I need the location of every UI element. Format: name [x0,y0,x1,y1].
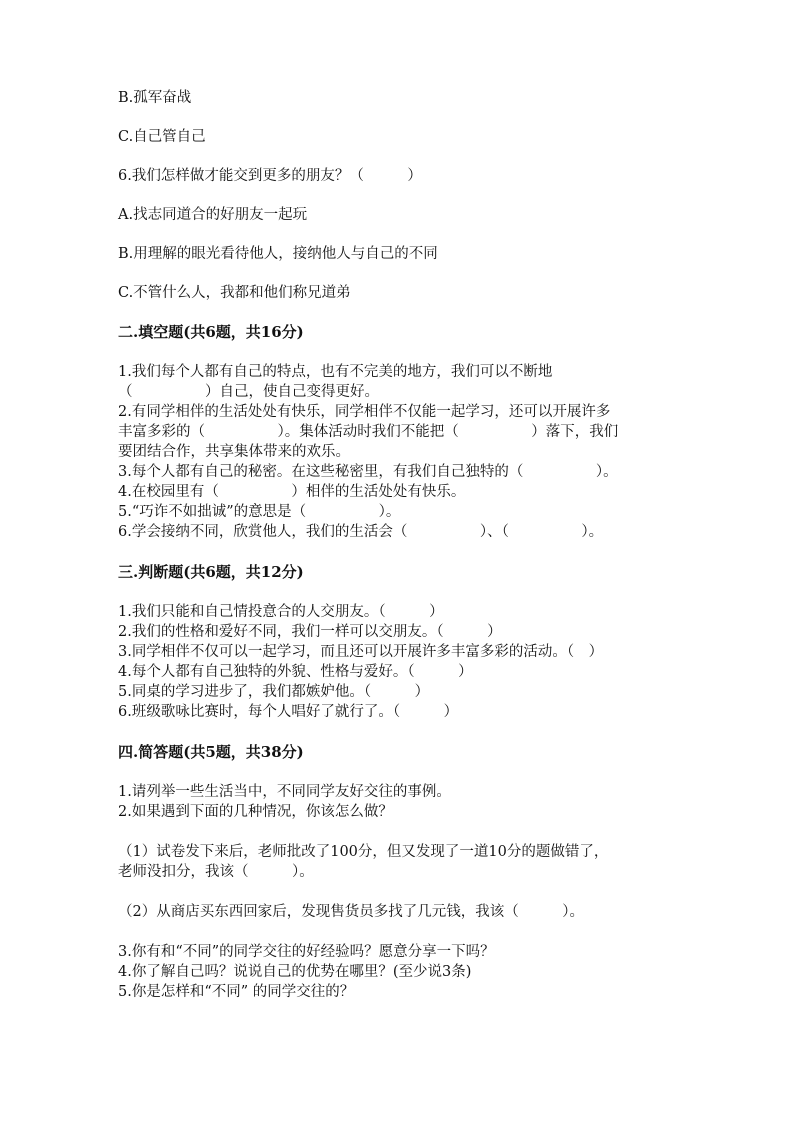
fill-blank-questions [118,362,698,542]
true-false-line: 5.同桌的学习进步了，我们都嫉妒他。（ ） [118,684,430,700]
true-false-line: 1.我们只能和自己情投意合的人交朋友。（ ） [118,604,444,620]
fill-blank-line: （ ）自己，使自己变得更好。 [118,384,379,400]
fill-blank-line: 1.我们每个人都有自己的特点，也有不完美的地方，我们可以不断地 [118,364,553,380]
choice-q6-stem: 6.我们怎样做才能交到更多的朋友？（ ） [118,168,422,184]
short-answer-q1: 1.请列举一些生活当中，不同同学友好交往的事例。 [118,784,451,800]
choice-q6-option-b: B.用理解的眼光看待他人，接纳他人与自己的不同 [118,246,438,262]
true-false-line: 2.我们的性格和爱好不同，我们一样可以交朋友。（ ） [118,624,502,640]
true-false-line: 3.同学相伴不仅可以一起学习，而且还可以开展许多丰富多彩的活动。（ ） [118,644,604,660]
fill-blank-line: 丰富多彩的（ ）。集体活动时我们不能把（ ）落下，我们 [118,424,619,440]
short-answer-q2-case2: （2）从商店买东西回家后，发现售货员多找了几元钱，我该（ ）。 [118,904,584,920]
exam-page [118,88,698,1002]
choice-q6-option-a: A.找志同道合的好朋友一起玩 [118,207,308,223]
fill-blank-line: 4.在校园里有（ ）相伴的生活处处有快乐。 [118,484,466,500]
short-answer-q2: 2.如果遇到下面的几种情况，你该怎么做？ [118,804,393,820]
choice-q5-option-c: C.自己管自己 [118,129,206,145]
short-answer-q2-case1-cont: 老师没扣分，我该（ ）。 [118,864,314,880]
fill-blank-line: 2.有同学相伴的生活处处有快乐，同学相伴不仅能一起学习，还可以开展许多 [118,404,611,420]
true-false-line: 4.每个人都有自己独特的外貌、性格与爱好。（ ） [118,664,473,680]
fill-blank-line: 3.每个人都有自己的秘密。在这些秘密里，有我们自己独特的（ ）。 [118,464,618,480]
fill-blank-heading: 二.填空题(共6题，共16分) [118,323,304,341]
choice-q5-option-b: B.孤军奋战 [118,90,192,106]
choice-q6-option-c: C.不管什么人，我都和他们称兄道弟 [118,285,351,301]
true-false-heading: 三.判断题(共6题，共12分) [118,563,304,581]
true-false-questions [118,602,698,722]
short-answer-heading: 四.简答题(共5题，共38分) [118,743,304,761]
fill-blank-line: 要团结合作，共享集体带来的欢乐。 [118,444,350,460]
short-answer-q3: 3.你有和“不同”的同学交往的好经验吗？愿意分享一下吗？ [118,944,495,960]
short-answer-q5: 5.你是怎样和“不同” 的同学交往的？ [118,984,355,1000]
short-answer-q2-case1: （1）试卷发下来后，老师批改了100分，但又发现了一道10分的题做错了， [118,844,609,860]
true-false-line: 6.班级歌咏比赛时，每个人唱好了就行了。（ ） [118,704,459,720]
short-answer-q4: 4.你了解自己吗？说说自己的优势在哪里？(至少说3条) [118,964,472,980]
short-answer-questions [118,782,698,1002]
fill-blank-line: 5.“巧诈不如拙诚”的意思是（ ）。 [118,504,401,520]
fill-blank-line: 6.学会接纳不同，欣赏他人，我们的生活会（ ）、（ ）。 [118,524,604,540]
